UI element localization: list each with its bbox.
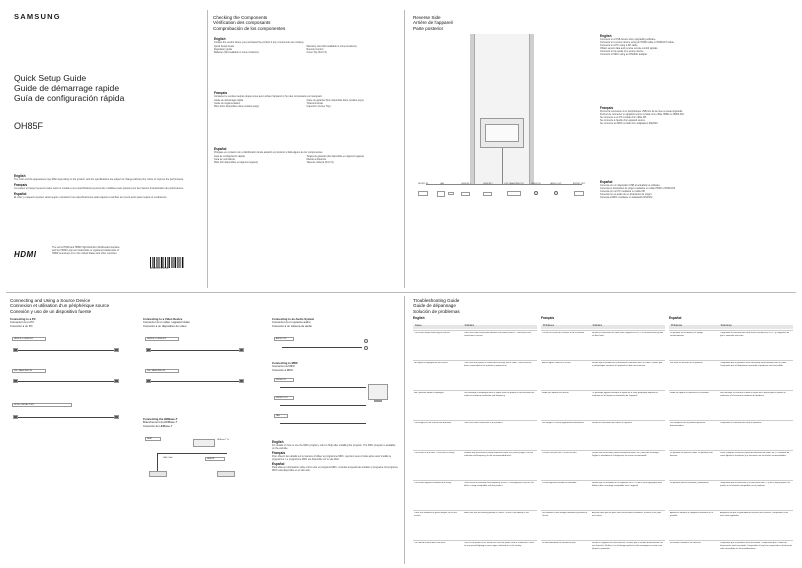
table-row <box>541 420 665 450</box>
reverse-item: Conecta con el audio de un dispositivo de origen. <box>600 193 653 197</box>
solution-cell: Vérifiez que la résolution et la fréquence du PC et de la carte graphique sont définies dans une plage compatible avec l'appareil. <box>591 482 662 487</box>
cable-plug <box>114 379 119 383</box>
reverse-item: Conecta un dispositivo de origen mediante un cable HDMI o HDMI-DVI. <box>600 187 676 191</box>
issue-cell: No Signal is displayed on the screen. <box>414 362 449 364</box>
port-tag <box>274 396 294 400</box>
pc-subtitle-es: Conexión a un PC <box>10 323 33 328</box>
solution-cell: This message is displayed when a signal from the graphics card exceeds the product's maximum resolution and frequency. <box>463 392 535 397</box>
reverse-item: Connects to a USB device when upgrading software. <box>600 38 656 41</box>
mdc-diagram <box>272 376 398 436</box>
component-item: Télécommande <box>306 102 323 106</box>
port-label: AUDIO IN <box>531 183 541 185</box>
port-label: RS232C IN <box>417 183 429 185</box>
components-title-es: Comprobación de los componentes <box>213 25 286 31</box>
issue-cell: Las imágenes de la pantalla aparecen distorsionadas. <box>670 422 706 427</box>
issue-cell: The screen keeps switching on and off. <box>414 332 451 334</box>
hdbase-subtitle-fr: Branchement du HDBase-T <box>143 420 178 425</box>
component-item: Guía de normativas <box>214 158 235 162</box>
note-text-en: The color and the appearance may differ depending on the product, and the specifications are subject to change without prior notice to improve the performance. <box>14 178 184 181</box>
port-tag-label: HDMI IN <box>207 458 215 460</box>
note-lang-es: Español <box>14 192 27 197</box>
solution-cell: Vérifiez la connexion des câbles à l'appareil. <box>591 422 633 424</box>
reverse-section-es <box>600 180 796 199</box>
table-row <box>541 480 665 510</box>
reverse-item: Connects to MDC using an RS232C adapter. <box>600 53 648 57</box>
port-tag-label: HDMI IN 1 / HDMI IN 2 <box>147 338 167 340</box>
issue-cell: Aparecen sombras o imágenes fantasma en la pantalla. <box>670 512 713 517</box>
note-text: Para obtener información sobre cómo usar el programa MDC, consulte la ayuda tras instalar el programa. El programa MDC está disponible en el sitio web. <box>272 466 398 473</box>
components-section-es <box>214 147 399 164</box>
issue-cell: Mode non optimal est affiché. <box>542 392 570 394</box>
mdc-subtitle-fr: Connexion à MDC <box>272 364 295 369</box>
port-tag-label: RS232C IN <box>276 379 286 381</box>
port-lan <box>437 191 445 197</box>
component-item: Quick Setup Guide <box>214 45 235 49</box>
issue-cell: Sin señal se muestra en la pantalla. <box>670 362 703 364</box>
issue-cell: Les images à l'écran apparaissent déformées. <box>542 422 585 424</box>
troubleshooting-title-fr: Guide de dépannage <box>413 303 456 309</box>
component-item: Tarjeta de garantía (No disponible en algunos lugares) <box>306 155 365 159</box>
solution-cell: Vérifiez que le produit est correctement connecté avec un câble. Vérifiez que le périphérique connecté à l'appareil est bien sous tension. <box>591 362 663 367</box>
port-tag-label: HDMI IN 1 / HDMI IN 2 <box>14 338 34 340</box>
note-lang: English <box>272 440 284 444</box>
port-tag-label: RS232C OUT <box>276 397 288 399</box>
table-header-solutions: Solutions <box>591 325 665 329</box>
rear-panel-illustration <box>414 34 594 194</box>
components-title-en: Checking the Components <box>213 15 268 20</box>
barcode-text: BN68-09785H-01 <box>150 267 169 270</box>
solution-cell: Check the cable connection to the product. <box>463 422 503 424</box>
issue-cell: L'écran apparaît instable et tremblant. <box>542 482 577 484</box>
cable-line <box>149 381 241 382</box>
audio-subtitle-es: Conexión a un sistema de audio <box>272 323 312 328</box>
hdbase-port-tag <box>145 437 161 441</box>
solution-cell: Retire cualquier accesorio (cable de extensión de vídeo, etc.) e inténtelo de nuevo. Ajuste la resolución y la frecuencia en los niveles recomendados. <box>719 452 790 457</box>
cable-plug <box>146 379 151 383</box>
cover-title-es: Guía de configuración rápida <box>14 93 125 103</box>
hdbase-subtitle-es: Conexión de HDBase-T <box>143 423 173 428</box>
cable-line <box>157 453 158 471</box>
note-text-fr: La couleur et l'aspect peuvent varier selon le modèle et ses spécifications peuvent être modifiées sans préavis pour des raisons d'amélioration de performances. <box>14 187 184 191</box>
component-item: Tapa de cubierta (S4.0 S) <box>306 161 334 165</box>
hdmi-trademark-note: The terms HDMI and HDMI High-Definition Multimedia Interface, and the HDMI Logo are trademarks or registered trademarks of HDMI Licensing LLC in the United States and other countries. <box>52 246 121 256</box>
reverse-item: Se connecte au MDC à l'aide d'un adaptateur RS232C. <box>600 122 659 126</box>
video-subtitle-es: Conexión a un dispositivo de vídeo <box>143 323 187 328</box>
cable-plug <box>13 348 18 352</box>
table-header-solutions: Solutions <box>463 325 537 329</box>
cable-line <box>280 387 366 388</box>
solution-cell: Assurez-vous que les piles sont correctement installées. Vérifiez si les piles sont usées. <box>591 512 662 517</box>
components-section-fr <box>214 91 399 108</box>
port-tag <box>274 414 288 418</box>
components-title-fr: Vérification des composants <box>213 20 271 26</box>
table-row <box>541 330 665 360</box>
port-tag <box>274 378 294 382</box>
table-row <box>413 480 537 510</box>
cable-plug <box>13 379 18 383</box>
port-label: RS232C OUT <box>572 183 586 185</box>
component-item: Warranty card (Not available in some locations) <box>306 45 357 49</box>
cable-plug <box>146 348 151 352</box>
port-tag <box>145 337 179 341</box>
table-header-issues: Problèmes <box>541 325 591 329</box>
port-audio-out <box>554 191 558 195</box>
component-item: Batteries (Not available in some locations) <box>214 51 259 55</box>
reverse-item: Connects to a PC using a DP cable. <box>600 44 639 48</box>
port-dvi <box>507 191 521 196</box>
cable-plug <box>239 379 244 383</box>
hdmi-logo: HDMI <box>14 250 37 259</box>
cable-line <box>280 405 366 406</box>
cable-plug <box>239 348 244 352</box>
section-intro: Contactez le vendeur auprès duquel vous avez acheté l'appareil si l'un des composants est manquant. <box>214 95 323 98</box>
table-row <box>669 480 793 510</box>
port-tag-label: DVI / MAGICINFO IN <box>147 370 165 372</box>
section-intro: Contact the vendor where you purchased the product if any components are missing. <box>214 41 304 44</box>
table-row <box>413 540 537 568</box>
component-item: Cover Top (S4.0 S) <box>306 51 327 55</box>
component-item: Capuchon (Cover Top) <box>306 105 331 109</box>
video-subtitle-en: Connecting to a Video Device <box>143 317 183 321</box>
reverse-item: Connects to a source device using an HDMI cable or HDMI-DVI cable. <box>600 41 675 45</box>
issue-cell: The remote control does not work. <box>414 542 446 544</box>
note-lang: Français <box>272 451 286 456</box>
mdc-subtitle-es: Conexión a MDC <box>272 367 294 372</box>
issue-cell: The screen appears unstable and shaky. <box>414 482 452 484</box>
mdc-pc <box>368 384 388 400</box>
component-item: Guide de réglementation <box>214 102 241 106</box>
connecting-title-fr: Connexion et utilisation d'un périphérique source <box>10 303 110 309</box>
cable-line <box>16 381 116 382</box>
port-tag-label: LAN <box>276 415 280 417</box>
mdc-pc-stand <box>374 400 382 402</box>
reverse-title <box>413 15 453 31</box>
reverse-title-es: Parte posterior <box>413 25 444 31</box>
reverse-item: Permet de connecter un appareil source à l'aide d'un câble HDMI ou HDMI-DVI. <box>600 113 685 117</box>
solution-cell: Este mensaje se muestra cuando la señal de la tarjeta gráfica supera la resolución y la frecuencia máximas del producto. <box>719 392 786 397</box>
cable-plug <box>114 348 119 352</box>
table-row <box>541 540 665 568</box>
table-row <box>413 330 537 360</box>
table-header-solutions: Soluciones <box>719 325 793 329</box>
cover-title-en: Quick Setup Guide <box>14 73 87 83</box>
note-lang-fr: Français <box>14 183 28 188</box>
lan-cable-label: LAN Cable <box>163 457 173 459</box>
reverse-item: Se connecte à l'audio d'un appareil source. <box>600 119 646 123</box>
port-label: LAN <box>440 183 444 185</box>
port-usb <box>448 192 454 195</box>
solution-cell: Compruebe que el producto esté conectado correctamente con un cable. Compruebe que el dispositivo conectado al producto esté encendido. <box>719 362 787 367</box>
table-row <box>541 360 665 390</box>
section-lang: English <box>214 37 226 41</box>
solution-cell: Retirez tout accessoire (câble d'extension vidéo, etc.) avant de réessayer. Réglez la résolution et la fréquence au niveau recommandé. <box>591 452 660 457</box>
samsung-logo: SAMSUNG <box>14 12 61 21</box>
cable-line <box>16 350 116 351</box>
solution-cell: Compruebe la conexión del cable al producto. <box>719 422 762 424</box>
issue-cell: Modo no óptimo se muestra en la pantalla. <box>670 392 710 394</box>
issue-cell: Aucun signal s'affiche à l'écran. <box>542 362 571 364</box>
table-row <box>541 450 665 480</box>
table-row <box>669 420 793 450</box>
table-row <box>413 360 537 390</box>
component-item: Pilas (No disponibles en algunos lugares) <box>214 161 258 165</box>
table-row <box>669 510 793 540</box>
troubleshooting-title <box>413 298 460 314</box>
audio-subtitle-fr: Connexion à un système audio <box>272 320 311 325</box>
issue-cell: La pantalla parece inestable y temblorosa. <box>670 482 710 484</box>
issue-cell: Not Optimum Mode is displayed. <box>414 392 445 394</box>
troubleshooting-lang: Français <box>541 316 555 320</box>
cable-line <box>16 417 116 418</box>
reverse-item: Permet la connexion à un périphérique USB lors de la mise à niveau logicielle. <box>600 110 683 113</box>
table-row <box>413 510 537 540</box>
video-subtitle-fr: Connexion à un vidéo / appareil vidéo <box>143 320 190 325</box>
section-lang: Español <box>214 147 227 151</box>
table-row <box>669 450 793 480</box>
cable-plug <box>114 415 119 419</box>
section-intro: Póngase en contacto con el distribuidor donde adquirió el producto si falta alguno de los componentes. <box>214 151 323 154</box>
section-lang: Español <box>600 180 613 184</box>
solution-cell: Compruebe que la resolución y la frecuencia del PC y de la tarjeta gráfica se ajusten a un intervalo compatible con el producto. <box>719 482 791 487</box>
component-item: Regulatory guide <box>214 48 233 52</box>
pc-subtitle <box>10 318 36 328</box>
issue-cell: La pantalla no aparece nítida. La pantalla está borrosa. <box>670 452 713 457</box>
reverse-item: Conecta al MDC mediante un adaptador RS232C. <box>600 196 654 200</box>
issue-cell: El mando a distancia no funciona. <box>670 542 702 544</box>
component-item: Mando a distancia <box>306 158 326 162</box>
table-row <box>669 540 793 568</box>
hdbase-subtitle <box>143 418 178 428</box>
port-audio-in <box>534 191 538 195</box>
table-header-issues: Problemas <box>669 325 719 329</box>
table-row <box>669 330 793 360</box>
component-item: Piles (Non disponibles dans certains pays) <box>214 105 260 109</box>
hdbase-subtitle-en: Connecting the HDBase-T <box>143 417 178 421</box>
table-row <box>541 510 665 540</box>
hdbase-device <box>217 471 235 477</box>
table-row <box>669 390 793 420</box>
cover-notes <box>14 174 199 199</box>
table-row <box>413 390 537 420</box>
solution-cell: Check if the power is on. Make sure that the power cord is connected. Check for any special lighting or neon signs switched on in the vicinity. <box>463 542 535 547</box>
port-label: AUDIO OUT <box>550 183 562 185</box>
fold-line-2 <box>404 10 405 288</box>
fold-line-3 <box>404 296 405 564</box>
reverse-item: Se connecte à un PC à l'aide d'un câble DP. <box>600 116 647 120</box>
troubleshooting-lang: Español <box>669 316 682 320</box>
hdbase-transmitter <box>193 439 215 447</box>
components-section-en <box>214 37 399 54</box>
port-label: HDMI IN 1 <box>461 183 471 185</box>
issue-cell: La pantalla se enciende y se apaga continuamente. <box>670 332 703 337</box>
reverse-item: Connects to the audio of a source device. <box>600 50 644 54</box>
section-lang: Français <box>214 91 228 95</box>
component-item: Remote Control <box>306 48 324 52</box>
audio-diagram <box>272 333 392 359</box>
cover-title-fr: Guide de démarrage rapide <box>14 83 120 93</box>
audio-subtitle <box>272 318 314 328</box>
port-tag-label: DVI / MAGICINFO IN <box>14 370 32 372</box>
solution-cell: Check that the product is connected correctly with a cable. Check that the device connected to the product is powered on. <box>463 362 532 367</box>
reverse-section-fr <box>600 106 796 125</box>
hdbase-tx-label: HDBase-T Tx <box>217 439 230 441</box>
mdc-subtitle <box>272 362 298 372</box>
issue-cell: L'écran n'est pas net. L'écran est flou. <box>542 452 577 454</box>
solution-cell: Compruebe la conexión del cable entre el producto y el PC, y asegúrese de que la conexión sea firme. <box>719 332 790 337</box>
solution-cell: Make sure that the battery polarity is correct. Check if the battery is flat. <box>463 512 530 514</box>
issue-cell: The images on the screen look distorted. <box>414 422 452 424</box>
table-row <box>413 420 537 450</box>
port-tag-label: AUDIO OUT <box>276 338 287 340</box>
cable-line <box>149 350 241 351</box>
connecting-title <box>10 298 109 314</box>
components-title <box>213 15 285 31</box>
hdbase-port-tag <box>205 457 225 461</box>
solution-cell: Ce message apparaît lorsque le signal de la carte graphique dépasse la résolution et la fréquence maximales de l'appareil. <box>591 392 658 397</box>
port-label: DVI / MAGICINFO IN <box>504 183 524 185</box>
solution-cell: Check the cable connection between the product and PC, and ensure the connection is secure. <box>463 332 532 337</box>
section-lang: English <box>600 34 612 38</box>
port-rs232c-in <box>418 191 428 196</box>
solution-cell: Asegúrese de que la polaridad de las pilas sea correcta. Compruebe si las pilas están agotadas. <box>719 512 789 517</box>
solution-cell: Vérifiez si l'appareil est sous tension. Vérifiez que le cordon d'alimentation est bien branché. Vérifiez si un éclairage spécial ou des enseignes au néon sont allumés à proximité. <box>591 542 663 550</box>
cable-line <box>282 347 362 348</box>
reverse-item: Obtain sensor data and receive remote control signals. <box>600 47 658 51</box>
port-label: HDMI IN 2 <box>483 183 493 185</box>
audio-jack <box>364 346 368 350</box>
issue-cell: Des ombres et des images fantômes persistent à l'écran. <box>542 512 588 517</box>
issue-cell: The screen is not clear. The screen is blurry. <box>414 452 455 454</box>
component-item: Guía de configuración rápida <box>214 155 245 159</box>
table-header-issues: Issues <box>413 325 463 329</box>
solution-cell: Remove any accessories (video extension cable, etc) and try again. Set the resolution and frequency to the recommended level. <box>463 452 534 457</box>
troubleshooting-lang: English <box>413 316 425 320</box>
pc-subtitle-fr: Connexion à un PC <box>10 320 35 325</box>
port-hdmi-1 <box>461 192 470 196</box>
note-lang: Español <box>272 462 285 467</box>
reverse-title-en: Reverse Side <box>413 15 441 20</box>
model-name: OH85F <box>14 121 44 131</box>
note-text-es: El color y el aspecto pueden variar según el producto; las especificaciones están sujetas a cambios sin previo aviso para mejorar el rendimiento. <box>14 196 167 200</box>
reverse-title-fr: Arrière de l'appareil <box>413 20 453 26</box>
issue-cell: There are shadows or ghost images left on the screen. <box>414 512 457 517</box>
leader-line <box>502 148 503 184</box>
hdbase-diagram <box>143 433 263 493</box>
connecting-title-es: Conexión y uso de un dispositivo fuente <box>10 308 92 314</box>
cable-line <box>157 453 227 454</box>
mdc-notes <box>272 440 398 473</box>
note-text: Pour obtenir des détails sur la manière d'utiliser le programme MDC, reportez-vous à l'aide après avoir installé le programme. Le programme MDC est disponible sur le site Web. <box>272 455 392 462</box>
pc-diagrams <box>10 333 130 433</box>
solution-cell: Compruebe que el producto esté encendido. Compruebe que el cable de alimentación esté conectado. Compruebe si hay luces especiales o letreros de neón encendidos en las inmediaciones. <box>719 542 792 550</box>
port-tag-label: DP IN / DISPLAY PORT <box>14 404 35 406</box>
port-rs232c-out <box>574 191 584 196</box>
reverse-item: Conecta con un dispositivo USB al actualizar el software. <box>600 184 661 187</box>
fold-line-horizontal <box>6 292 796 293</box>
port-tag <box>12 403 72 407</box>
section-lang: Français <box>600 106 614 110</box>
video-subtitle <box>143 318 190 328</box>
port-hdmi-2 <box>483 192 492 196</box>
hdbase-device <box>149 471 167 477</box>
pc-subtitle-en: Connecting to a PC <box>10 317 36 321</box>
issue-cell: L'écran ne cesse de s'allumer et de s'éteindre. <box>542 332 585 334</box>
audio-subtitle-en: Connecting to an Audio System <box>272 317 315 321</box>
rear-panel-rail-right <box>530 34 534 184</box>
component-item: Carte de garantie (Non disponible dans certains pays) <box>306 99 364 103</box>
note-text: For details on how to use the MDC program, refer to Help after installing the program. The MDC program is available on the website. <box>272 444 396 451</box>
troubleshooting-title-en: Troubleshooting Guide <box>413 298 460 303</box>
note-lang-en: English <box>14 174 26 178</box>
rear-terminal-inner <box>485 124 519 142</box>
port-tag-label: HDBT <box>147 438 153 440</box>
connecting-title-en: Connecting and Using a Source Device <box>10 298 91 303</box>
port-tag <box>12 369 46 373</box>
reverse-section-en <box>600 34 796 57</box>
table-row <box>669 360 793 390</box>
cable-line <box>280 423 366 424</box>
table-row <box>413 450 537 480</box>
audio-jack <box>364 339 368 343</box>
issue-cell: La télécommande ne fonctionne pas. <box>542 542 577 544</box>
mdc-subtitle-en: Connecting to MDC <box>272 361 298 365</box>
port-tag <box>12 337 46 341</box>
table-row <box>541 390 665 420</box>
solution-cell: Vérifiez la connexion du câble entre l'appareil et le PC et assurez-vous qu'elle est bien fixée. <box>591 332 664 337</box>
port-strip <box>414 183 594 229</box>
fold-line-1 <box>207 10 208 288</box>
solution-cell: Check that the resolution and frequency of the PC and graphics card are set within a range compatible with the product. <box>463 482 534 487</box>
component-item: Guide de démarrage rapide <box>214 99 244 103</box>
barcode <box>150 255 184 266</box>
port-tag <box>145 369 179 373</box>
reverse-item: Conecta con un PC mediante un cable DP. <box>600 190 646 194</box>
cable-plug <box>13 415 18 419</box>
troubleshooting-title-es: Solución de problemas <box>413 308 460 314</box>
port-tag <box>274 337 294 341</box>
